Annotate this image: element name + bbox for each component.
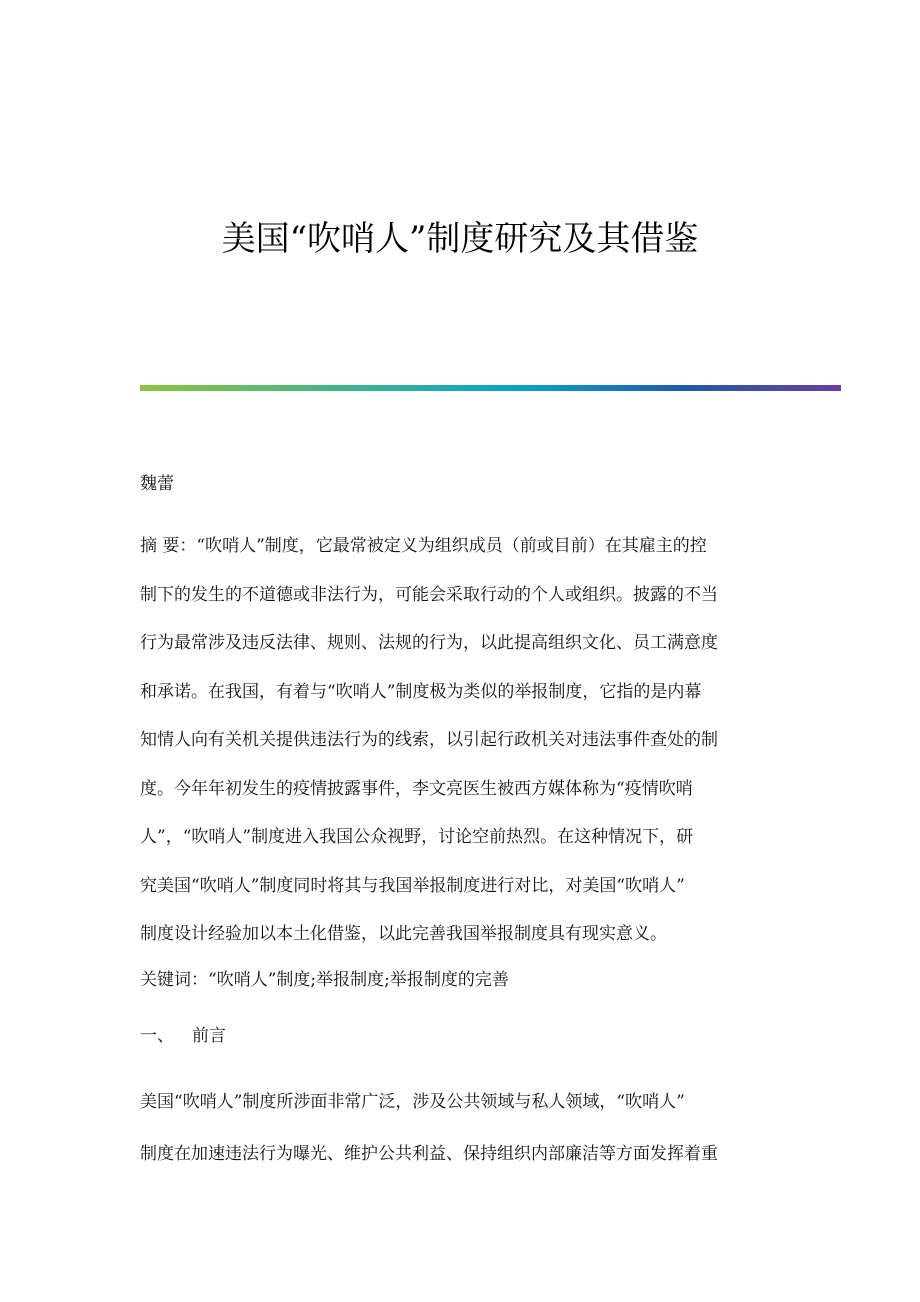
- title-divider: [140, 385, 841, 391]
- abstract-line: 人”，“吹哨人”制度进入我国公众视野，讨论空前热烈。在这种情况下，研: [140, 827, 694, 847]
- abstract-line: 知情人向有关机关提供违法行为的线索，以引起行政机关对违法事件查处的制: [140, 730, 718, 750]
- keywords-line: 关键词：“吹哨人”制度;举报制度;举报制度的完善: [140, 970, 509, 990]
- abstract-line: 制下的发生的不道德或非法行为，可能会采取行动的个人或组织。披露的不当: [140, 584, 718, 605]
- abstract-line: 度。今年年初发生的疫情披露事件，李文亮医生被西方媒体称为“疫情吹哨: [140, 778, 693, 799]
- body-line: 制度在加速违法行为曝光、维护公共利益、保持组织内部廉洁等方面发挥着重: [140, 1144, 718, 1164]
- abstract-line: 究美国“吹哨人”制度同时将其与我国举报制度进行对比，对美国“吹哨人”: [140, 875, 685, 896]
- section-heading: [140, 1022, 226, 1050]
- abstract-line: 制度设计经验加以本土化借鉴，以此完善我国举报制度具有现实意义。: [140, 924, 667, 944]
- body-line: 美国“吹哨人”制度所涉面非常广泛，涉及公共领域与私人领域，“吹哨人”: [140, 1092, 685, 1112]
- abstract-paragraph: [140, 522, 780, 959]
- body-paragraph: [140, 1076, 780, 1180]
- abstract-line: 和承诺。在我国，有着与“吹哨人”制度极为类似的举报制度，它指的是内幕: [140, 681, 702, 702]
- section-title: 前言: [192, 1026, 226, 1046]
- section-number: 一、: [140, 1026, 174, 1046]
- author-name: 魏蕾: [140, 474, 174, 494]
- abstract-line: 行为最常涉及违反法律、规则、法规的行为，以此提高组织文化、员工满意度: [140, 633, 718, 653]
- document-title: 美国“吹哨人”制度研究及其借鉴: [221, 219, 699, 259]
- abstract-line: 摘 要：“吹哨人”制度，它最常被定义为组织成员（前或目前）在其雇主的控: [140, 536, 707, 556]
